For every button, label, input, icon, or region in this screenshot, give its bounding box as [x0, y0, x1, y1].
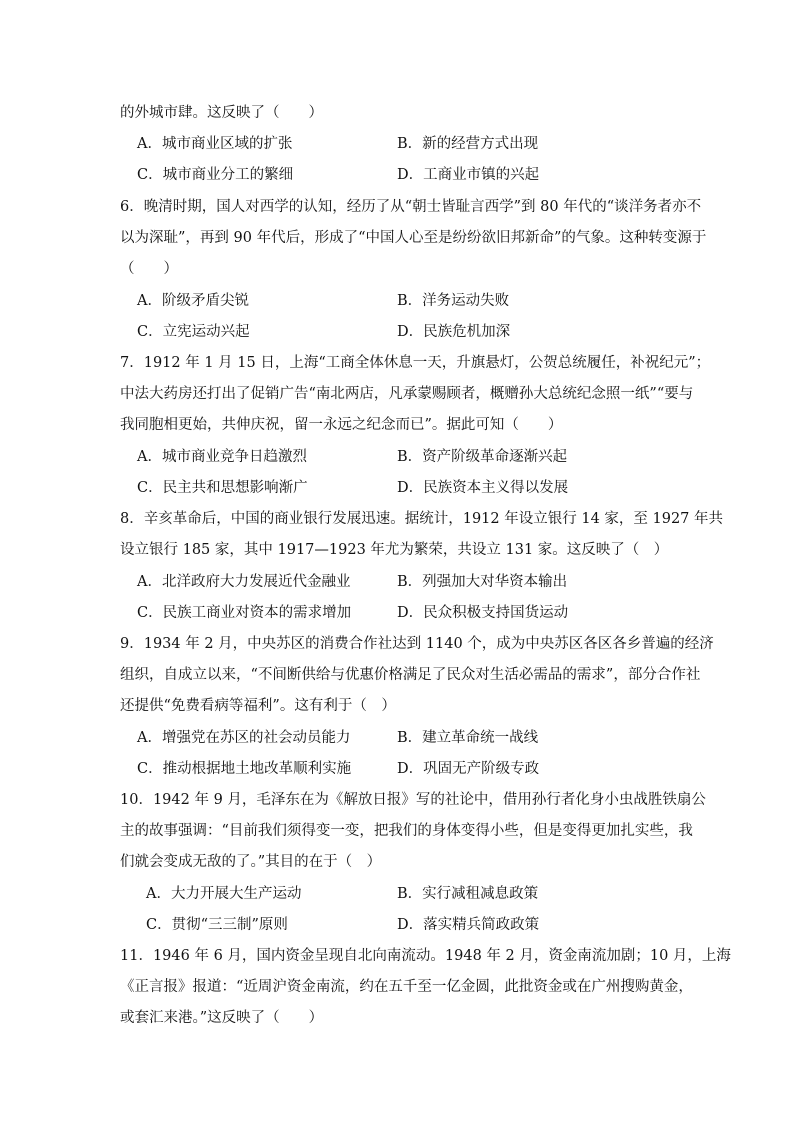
- question-10-option-c[interactable]: C．贯彻“三三制”原则: [146, 917, 288, 933]
- question-9-option-d[interactable]: D．巩固无产阶级专政: [397, 761, 540, 777]
- question-6-option-b[interactable]: B．洋务运动失败: [397, 293, 510, 309]
- question-7-option-b[interactable]: B．资产阶级革命逐渐兴起: [397, 449, 568, 465]
- question-7-option-d[interactable]: D．民族资本主义得以发展: [397, 480, 569, 496]
- question-9-text-line-3: 还提供“免费看病等福利”。这有利于（ ）: [120, 698, 396, 714]
- question-11-text-line-1: 11．1946 年 6 月，国内资金呈现自北向南流动。1948 年 2 月，资金南流加剧；10 月，上海: [120, 948, 731, 964]
- question-6-option-d[interactable]: D．民族危机加深: [397, 324, 511, 340]
- question-10-option-b[interactable]: B．实行减租减息政策: [397, 886, 539, 902]
- question-10-option-d[interactable]: D．落实精兵简政政策: [397, 917, 540, 933]
- question-8-option-b[interactable]: B．列强加大对华资本输出: [397, 574, 568, 590]
- question-5-option-c[interactable]: C．城市商业分工的繁细: [137, 167, 294, 183]
- question-9-option-b[interactable]: B．建立革命统一战线: [397, 730, 539, 746]
- question-8-text-line-2: 设立银行 185 家，其中 1917—1923 年尤为繁荣，共设立 131 家。这反映了（ ）: [120, 542, 669, 558]
- question-7-text-line-1: 7．1912 年 1 月 15 日，上海“工商全体休息一天，升旗悬灯，公贺总统履任，补祝纪元”；: [120, 355, 711, 371]
- question-9-text-line-1: 9．1934 年 2 月，中央苏区的消费合作社达到 1140 个，成为中央苏区各区各乡普遍的经济: [120, 636, 714, 652]
- question-10-option-a[interactable]: A．大力开展大生产运动: [146, 886, 302, 902]
- question-5-option-d[interactable]: D．工商业市镇的兴起: [397, 167, 540, 183]
- question-8-option-a[interactable]: A．北洋政府大力发展近代金融业: [137, 574, 351, 590]
- question-7-text-line-3: 我同胞相更始，共伸庆祝，留一永远之纪念而已”。据此可知（ ）: [120, 417, 563, 433]
- question-6-option-c[interactable]: C．立宪运动兴起: [137, 324, 250, 340]
- question-11-text-line-2: 《正言报》报道：“近周沪资金南流，约在五千至一亿金圆，此批资金或在广州搜购黄金，: [120, 979, 693, 995]
- question-7-option-c[interactable]: C．民主共和思想影响渐广: [137, 480, 308, 496]
- question-6-text-line-3: （ ）: [120, 261, 178, 277]
- question-8-option-c[interactable]: C．民族工商业对资本的需求增加: [137, 605, 352, 621]
- question-9-option-a[interactable]: A．增强党在苏区的社会动员能力: [137, 730, 351, 746]
- question-5-continuation: 的外城市肆。这反映了（ ）: [120, 105, 323, 121]
- question-8-text-line-1: 8．辛亥革命后，中国的商业银行发展迅速。据统计，1912 年设立银行 14 家，至 1927 年共: [120, 511, 724, 527]
- question-10-text-line-2: 主的故事强调：“目前我们须得变一变，把我们的身体变得小些，但是变得更加扎实些，我: [120, 823, 693, 839]
- question-6-text-line-1: 6．晚清时期，国人对西学的认知，经历了从“朝士皆耻言西学”到 80 年代的“谈洋务者亦不: [120, 199, 702, 215]
- question-10-text-line-1: 10．1942 年 9 月，毛泽东在为《解放日报》写的社论中，借用孙行者化身小虫战胜铁扇公: [120, 792, 706, 808]
- question-5-option-b[interactable]: B．新的经营方式出现: [397, 136, 539, 152]
- question-6-text-line-2: 以为深耻”，再到 90 年代后，形成了“中国人心至是纷纷欲旧邦新命”的气象。这种转变源于: [120, 230, 707, 246]
- question-8-option-d[interactable]: D．民众积极支持国货运动: [397, 605, 569, 621]
- question-7-text-line-2: 中法大药房还打出了促销广告“南北两店，凡承蒙赐顾者，概赠孙大总统纪念照一纸”“要与: [120, 386, 694, 402]
- question-7-option-a[interactable]: A．城市商业竞争日趋激烈: [137, 449, 307, 465]
- question-9-option-c[interactable]: C．推动根据地土地改革顺利实施: [137, 761, 352, 777]
- question-9-text-line-2: 组织，自成立以来，“不间断供给与优惠价格满足了民众对生活必需品的需求”，部分合作社: [120, 667, 701, 683]
- question-10-text-line-3: 们就会变成无敌的了。”其目的在于（ ）: [120, 854, 382, 870]
- question-11-text-line-3: 或套汇来港。”这反映了（ ）: [120, 1010, 324, 1026]
- question-6-option-a[interactable]: A．阶级矛盾尖锐: [137, 293, 249, 309]
- question-5-option-a[interactable]: A．城市商业区域的扩张: [137, 136, 293, 152]
